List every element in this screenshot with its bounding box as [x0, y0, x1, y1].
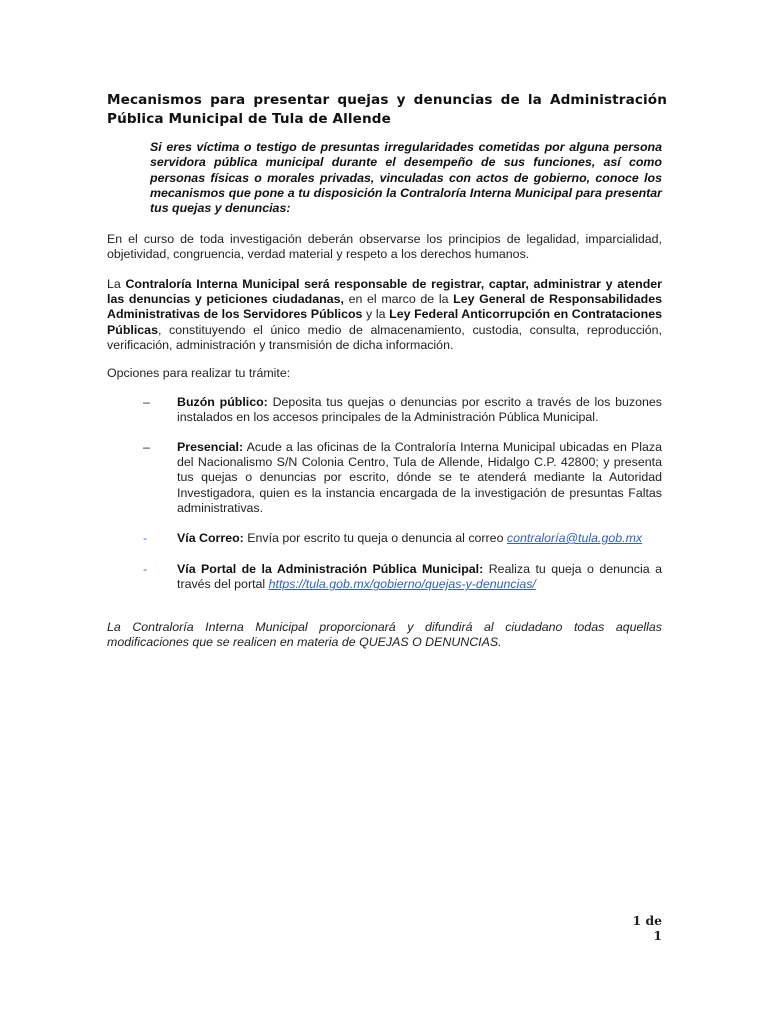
- closing-paragraph: La Contraloría Interna Municipal proporcionará y difundirá al ciudadano todas aquellas modificaciones que se realicen en materia de QUEJAS O DENUNCIAS.: [107, 620, 662, 650]
- option-label: Vía Portal de la Administración Pública Municipal:: [177, 562, 484, 576]
- options-intro: Opciones para realizar tu trámite:: [107, 366, 291, 380]
- dash-bullet: -: [143, 562, 148, 576]
- option-item-buzon: [107, 395, 662, 425]
- dash-bullet: -: [143, 531, 148, 545]
- law-name: Ley General de Responsabilidades Administrativas de los Servidores Públicos: [107, 292, 662, 322]
- text-segment: y la: [362, 307, 390, 322]
- portal-link[interactable]: https://tula.gob.mx/gobierno/quejas-y-denuncias/: [268, 577, 536, 592]
- intro-paragraph: Si eres víctima o testigo de presuntas irregularidades cometidas por alguna persona servidora pública municipal durante el desempeño de sus funciones, así como personas físicas o morales privadas, vinculadas con actos de gobierno, conoce los mecanismos que pone a tu disposición la Contraloría Interna Municipal para presentar tus quejas y denuncias:: [150, 140, 662, 216]
- law-name: Ley Federal Anticorrupción en Contrataciones Públicas: [107, 307, 662, 337]
- option-description: Realiza tu queja o denuncia a través del portal: [177, 562, 662, 592]
- principles-paragraph: En el curso de toda investigación deberán observarse los principios de legalidad, imparcialidad, objetividad, congruencia, verdad material y respeto a los derechos humanos.: [107, 232, 662, 262]
- option-description: Envía por escrito tu queja o denuncia al correo: [243, 531, 507, 545]
- option-description: Deposita tus quejas o denuncias por escrito a través de los buzones instalados en los accesos principales de la Administración Pública Municipal.: [177, 395, 662, 425]
- page-number: 1 de 1: [632, 913, 662, 943]
- option-label: Vía Correo:: [177, 531, 244, 545]
- responsibility-paragraph: [107, 277, 662, 353]
- option-text: [177, 440, 662, 516]
- document-title: Mecanismos para presentar quejas y denuncias de la Administración Pública Municipal de Tula de Allende: [107, 92, 667, 127]
- option-text: [177, 531, 662, 546]
- dash-bullet: –: [143, 395, 150, 409]
- text-segment: en el marco de la: [343, 292, 454, 307]
- option-label: Presencial:: [177, 440, 244, 454]
- text-segment: , constituyendo el único medio de almacenamiento, custodia, consulta, reproducción, verificación, administración y transmisión de dicha información.: [107, 322, 662, 352]
- bold-segment: Contraloría Interna Municipal será responsable de registrar, captar, administrar y atender las denuncias y peticiones ciudadanas,: [107, 277, 663, 307]
- option-item-correo: [107, 531, 662, 546]
- text-segment: La: [107, 277, 126, 291]
- option-item-portal: [107, 562, 662, 592]
- option-item-presencial: [107, 440, 662, 516]
- email-link[interactable]: contraloría@tula.gob.mx: [506, 531, 643, 545]
- option-text: [177, 562, 662, 592]
- option-label: Buzón público:: [177, 395, 268, 409]
- dash-bullet: –: [143, 440, 150, 454]
- option-description: Acude a las oficinas de la Contraloría Interna Municipal ubicadas en Plaza del Nacionalismo S/N Colonia Centro, Tula de Allende, Hidalgo C.P. 42800; y presenta tus quejas o denuncias por escrito, dónde se te atenderá mediante la Autoridad Investigadora, quien es la instancia encargada de la investigación de presuntas Faltas administrativas.: [177, 440, 662, 515]
- option-text: [177, 395, 662, 425]
